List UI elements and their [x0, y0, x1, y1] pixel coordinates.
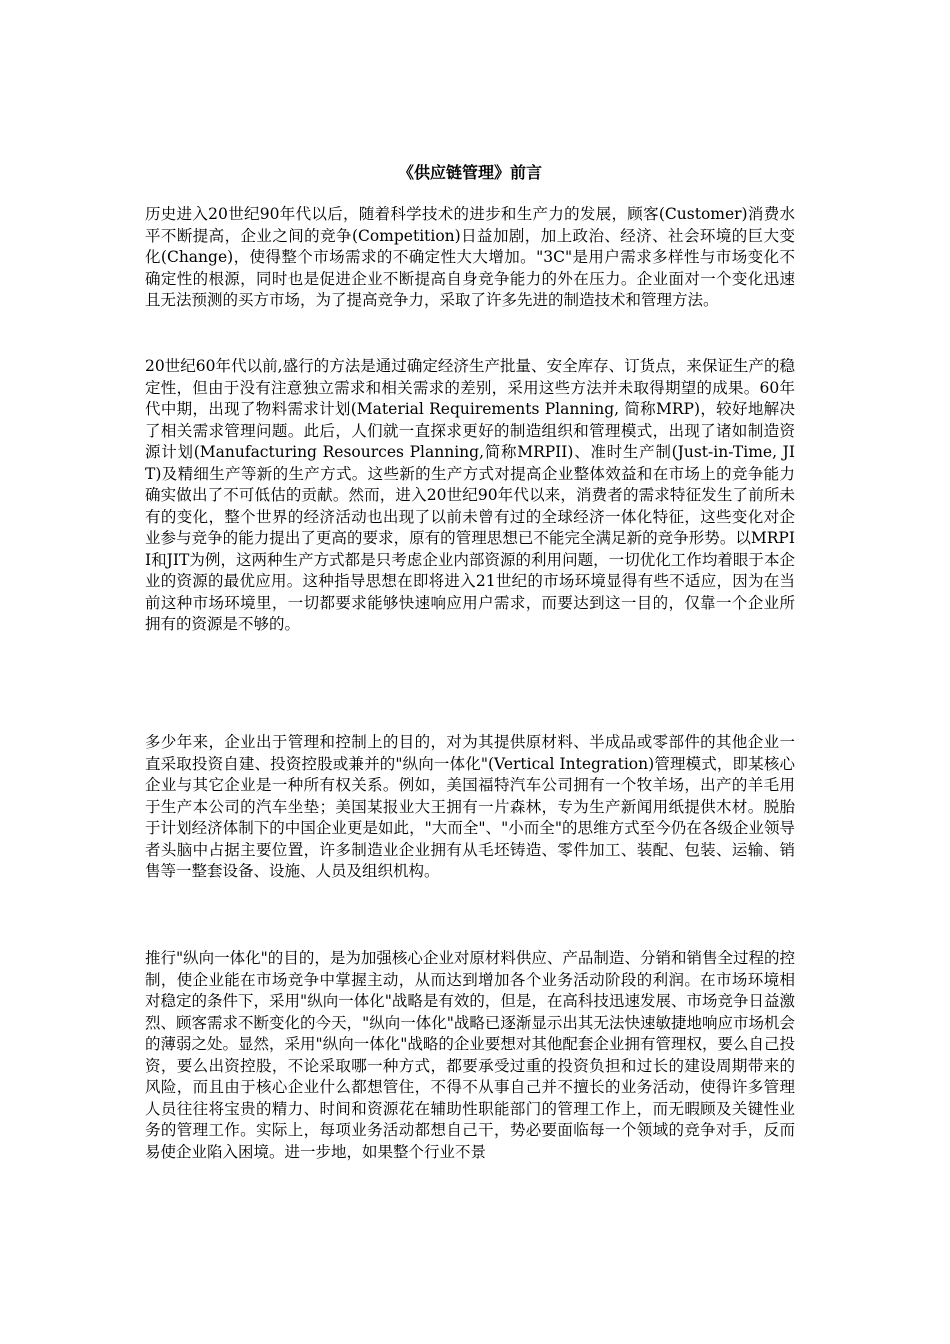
page-title: 《供应链管理》前言: [397, 163, 542, 182]
paragraph-3: 多少年来，企业出于管理和控制上的目的，对为其提供原材料、半成品或零部件的其他企业一直采取投资自建、投资控股或兼并的"纵向一体化"(Vertical Integration)管理模式，即某核心企业与其它企业是一种所有权关系。例如，美国福特汽车公司拥有一个牧羊场，出产的羊毛用于生产本公司的汽车坐垫；美国某报业大王拥有一片森林，专为生产新闻用纸提供木材。脱胎于计划经济体制下的中国企业更是如此，"大而全"、"小而全"的思维方式至今仍在各级企业领导者头脑中占据主要位置，许多制造业企业拥有从毛坯铸造、零件加工、装配、包装、运输、销售等一整套设备、设施、人员及组织机构。: [145, 733, 795, 880]
paragraph-2: 20世纪60年代以前,盛行的方法是通过确定经济生产批量、安全库存、订货点，来保证生产的稳定性，但由于没有注意独立需求和相关需求的差别，采用这些方法并未取得期望的成果。60年代中期，出现了物料需求计划(Material Requirements Planning, 简称MRP)，较好地解决了相关需求管理问题。此后，人们就一直探求更好的制造组织和管理模式，出现了诸如制造资源计划(Manufacturing Resources Planning,简称MRPII)、准时生产制(Just-in-Time, JIT)及精细生产等新的生产方式。这些新的生产方式对提高企业整体效益和在市场上的竞争能力确实做出了不可低估的贡献。然而，进入20世纪90年代以来，消费者的需求特征发生了前所未有的变化，整个世界的经济活动也出现了以前未曾有过的全球经济一体化特征，这些变化对企业参与竞争的能力提出了更高的要求，原有的管理思想已不能完全满足新的竞争形势。以MRPII和JIT为例，这两种生产方式都是只考虑企业内部资源的利用问题，一切优化工作均着眼于本企业的资源的最优应用。这种指导思想在即将进入21世纪的市场环境显得有些不适应，因为在当前这种市场环境里，一切都要求能够快速响应用户需求，而要达到这一目的，仅靠一个企业所拥有的资源是不够的。: [145, 357, 795, 633]
document-page: [145, 0, 795, 1344]
paragraph-1: 历史进入20世纪90年代以后，随着科学技术的进步和生产力的发展，顾客(Customer)消费水平不断提高，企业之间的竞争(Competition)日益加剧，加上政治、经济、社会环境的巨大变化(Change)，使得整个市场需求的不确定性大大增加。"3C"是用户需求多样性与市场变化不确定性的根源，同时也是促进企业不断提高自身竞争能力的外在压力。企业面对一个变化迅速且无法预测的买方市场，为了提高竞争力，采取了许多先进的制造技术和管理方法。: [145, 205, 795, 309]
paragraph-4: 推行"纵向一体化"的目的，是为加强核心企业对原材料供应、产品制造、分销和销售全过程的控制，使企业能在市场竞争中掌握主动，从而达到增加各个业务活动阶段的利润。在市场环境相对稳定的条件下，采用"纵向一体化"战略是有效的，但是，在高科技迅速发展、市场竞争日益激烈、顾客需求不断变化的今天，"纵向一体化"战略已逐渐显示出其无法快速敏捷地响应市场机会的薄弱之处。显然，采用"纵向一体化"战略的企业要想对其他配套企业拥有管理权，要么自己投资，要么出资控股，不论采取哪一种方式，都要承受过重的投资负担和过长的建设周期带来的风险，而且由于核心企业什么都想管住，不得不从事自己并不擅长的业务活动，使得许多管理人员往往将宝贵的精力、时间和资源花在辅助性职能部门的管理工作上，而无暇顾及关键性业务的管理工作。实际上，每项业务活动都想自己干，势必要面临每一个领域的竞争对手，反而易使企业陷入困境。进一步地，如果整个行业不景: [145, 949, 795, 1161]
